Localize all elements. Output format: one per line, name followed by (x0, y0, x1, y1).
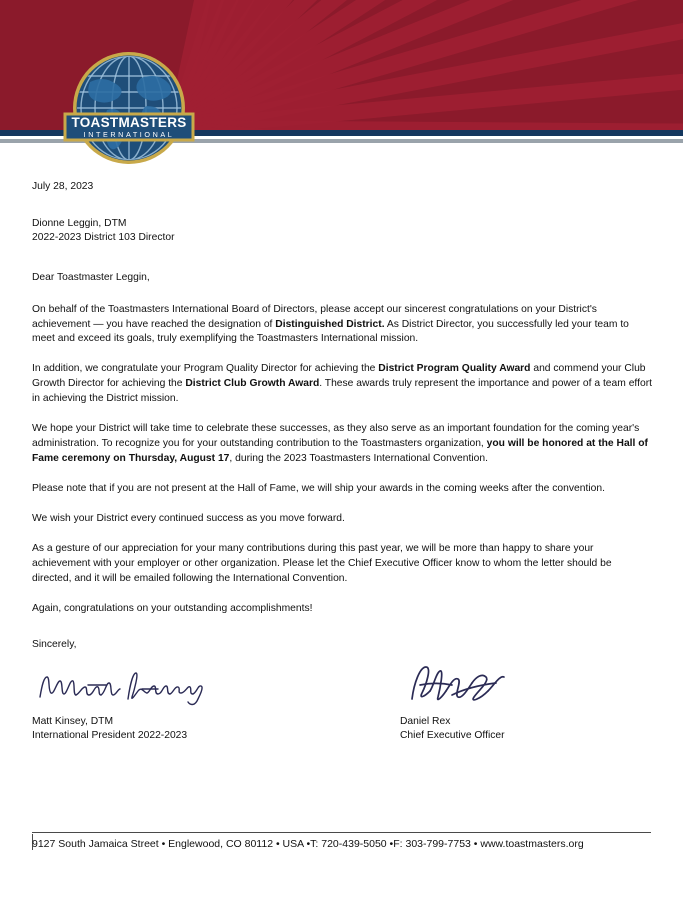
svg-text:INTERNATIONAL: INTERNATIONAL (83, 130, 175, 139)
recipient-block (32, 217, 652, 245)
letter-body (32, 180, 652, 769)
signature-daniel-rex (400, 659, 540, 711)
emphasis-text: District Club Growth Award (185, 378, 320, 390)
body-text: and commend your Club Growth Director for achieving the (32, 363, 646, 390)
body-text: In addition, we congratulate your Program Quality Director for achieving the (32, 363, 379, 375)
footer-address: 9127 South Jamaica Street • Englewood, CO 80112 • USA •T: 720-439-5050 •F: 303-799-7753 • www.toastmasters.org (32, 838, 584, 850)
toastmasters-globe-logo (55, 48, 203, 176)
signature-matt-kinsey (32, 659, 232, 711)
svg-text:TOASTMASTERS: TOASTMASTERS (71, 115, 187, 130)
letter-paragraph (32, 482, 652, 497)
letter-paragraph (32, 303, 652, 348)
letter-paragraph (32, 422, 652, 467)
closing-line: Sincerely, (32, 639, 77, 651)
ceo-name: Daniel Rex (400, 716, 451, 728)
emphasis-text: Distinguished District. (275, 318, 385, 330)
letter-paragraph (32, 602, 652, 617)
body-text: On behalf of the Toastmasters International Board of Directors, please accept our sincerest congratulations on your District's achievement — you have reached the designation of (32, 303, 597, 330)
emphasis-text: District Program Quality Award (378, 363, 531, 375)
president-name: Matt Kinsey, DTM (32, 716, 114, 728)
signer-name-president (32, 715, 332, 743)
emphasis-text: you will be honored at the Hall of Fame ceremony on Thursday, August 17 (32, 438, 648, 464)
body-text: . These awards truly represent the importance and power of a team effort in achieving the District mission. (32, 378, 652, 405)
letter-paragraph (32, 362, 652, 407)
body-text: , during the 2023 Toastmasters International Convention. (229, 453, 488, 464)
signature-block-ceo (400, 659, 660, 743)
signature-row (32, 659, 652, 769)
signature-block-president (32, 659, 332, 743)
body-text: Again, congratulations on your outstanding accomplishments! (32, 602, 313, 614)
body-text: Please note that if you are not present at the Hall of Fame, we will ship your awards in the coming weeks after the convention. (32, 482, 605, 494)
recipient-role: 2022-2023 District 103 Director (32, 231, 175, 243)
ceo-title: Chief Executive Officer (400, 730, 505, 742)
signer-name-ceo (400, 715, 660, 743)
recipient-name: Dionne Leggin, DTM (32, 217, 127, 229)
letter-paragraph (32, 512, 652, 527)
footer-divider (32, 832, 651, 833)
body-text: As District Director, you successfully led your team to meet and exceed its goals, truly exemplifying the Toastmasters International mission. (32, 318, 629, 345)
paragraph-list (32, 303, 652, 617)
body-text: We hope your District will take time to celebrate these successes, as they also serve as an important foundation for the coming year's administration. To recognize you for your outstanding contribution to the Toastmasters organization, (32, 423, 640, 450)
body-text: As a gesture of our appreciation for your many contributions during this past year, we will be more than happy to share your achievement with your employer or other organization. Please let the Chief Executive Officer know to whom the letter should be directed, and it will be emailed following the International Convention. (32, 542, 612, 584)
body-text: We wish your District every continued success as you move forward. (32, 512, 345, 524)
president-title: International President 2022-2023 (32, 730, 188, 742)
letter-date: July 28, 2023 (32, 181, 94, 192)
letter-paragraph (32, 542, 652, 587)
salutation: Dear Toastmaster Leggin, (32, 271, 150, 283)
